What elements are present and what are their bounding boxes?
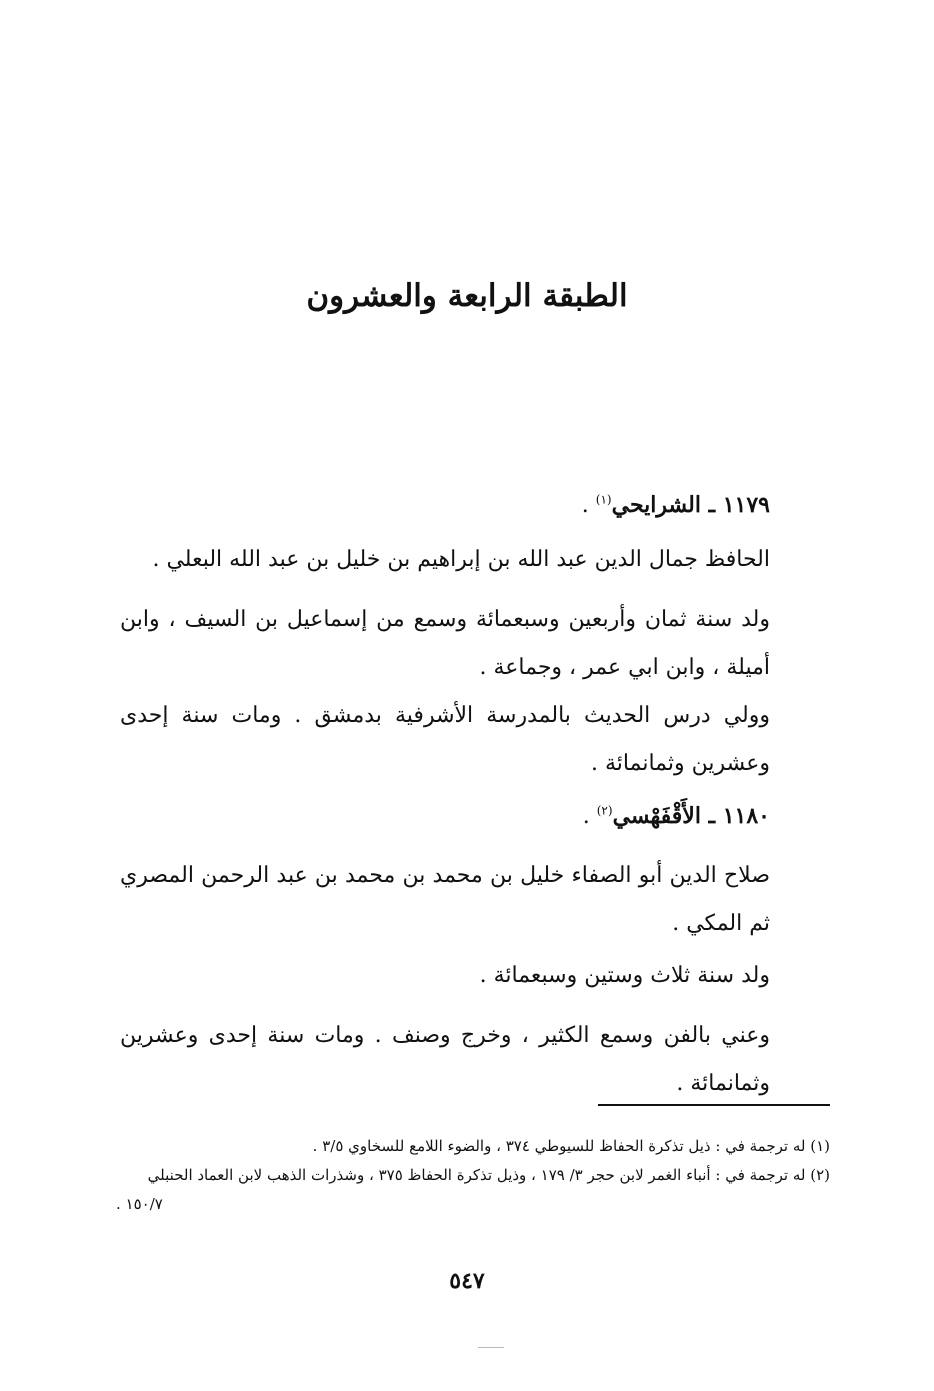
paragraph: وعني بالفن وسمع الكثير ، وخرج وصنف . ومات سنة إحدى وعشرين وثمانمائة . — [120, 1023, 770, 1096]
entry-1180-paragraph-2 — [120, 952, 770, 1000]
entry-1179-paragraph-1 — [120, 536, 770, 584]
footnote-reference: (١) — [595, 492, 612, 507]
entry-1179-paragraph-3 — [120, 692, 770, 788]
page-number: ٥٤٧ — [449, 1268, 485, 1294]
entry-title: ١١٧٩ ـ الشرايحي — [611, 492, 770, 518]
entry-1179-paragraph-2 — [120, 596, 770, 692]
paragraph: الحافظ جمال الدين عبد الله بن إبراهيم بن خليل بن عبد الله البعلي . — [152, 547, 770, 572]
entry-1180-paragraph-1 — [120, 852, 770, 948]
entry-title-end: . — [581, 493, 596, 518]
footnote-2-continuation: ١٥٠/٧ . — [116, 1195, 163, 1213]
paragraph: ولد سنة ثمان وأربعين وسبعمائة وسمع من إسماعيل بن السيف ، وابن أميلة ، وابن ابي عمر ، وجماعة . — [120, 607, 770, 680]
section-heading: الطبقة الرابعة والعشرون — [306, 278, 628, 314]
paragraph: وولي درس الحديث بالمدرسة الأشرفية بدمشق . ومات سنة إحدى وعشرين وثمانمائة . — [120, 703, 770, 776]
entry-title: ١١٨٠ ـ الأَقْفَهْسي — [612, 803, 770, 829]
footnote-1: (١) له ترجمة في : ذيل تذكرة الحفاظ للسيوطي ٣٧٤ ، والضوء اللامع للسخاوي ٣/٥ . — [312, 1137, 830, 1155]
entry-1180-paragraph-3 — [120, 1012, 770, 1108]
footnotes — [116, 1132, 830, 1219]
paragraph: صلاح الدين أبو الصفاء خليل بن محمد بن محمد بن عبد الرحمن المصري ثم المكي . — [120, 863, 770, 936]
paragraph: ولد سنة ثلاث وستين وسبعمائة . — [479, 963, 770, 988]
entry-1179 — [120, 481, 770, 530]
scan-artifact — [478, 1347, 504, 1348]
footnote-reference: (٢) — [596, 803, 613, 818]
entry-1180 — [120, 792, 770, 841]
footnote-divider — [598, 1104, 830, 1106]
entry-title-line — [120, 481, 770, 530]
entry-title-end: . — [582, 804, 597, 829]
footnote-2: (٢) له ترجمة في : أنباء الغمر لابن حجر ٣/ ١٧٩ ، وذيل تذكرة الحفاظ ٣٧٥ ، وشذرات الذهب لابن العماد الحنبلي — [147, 1166, 830, 1184]
entry-title-line — [120, 792, 770, 841]
